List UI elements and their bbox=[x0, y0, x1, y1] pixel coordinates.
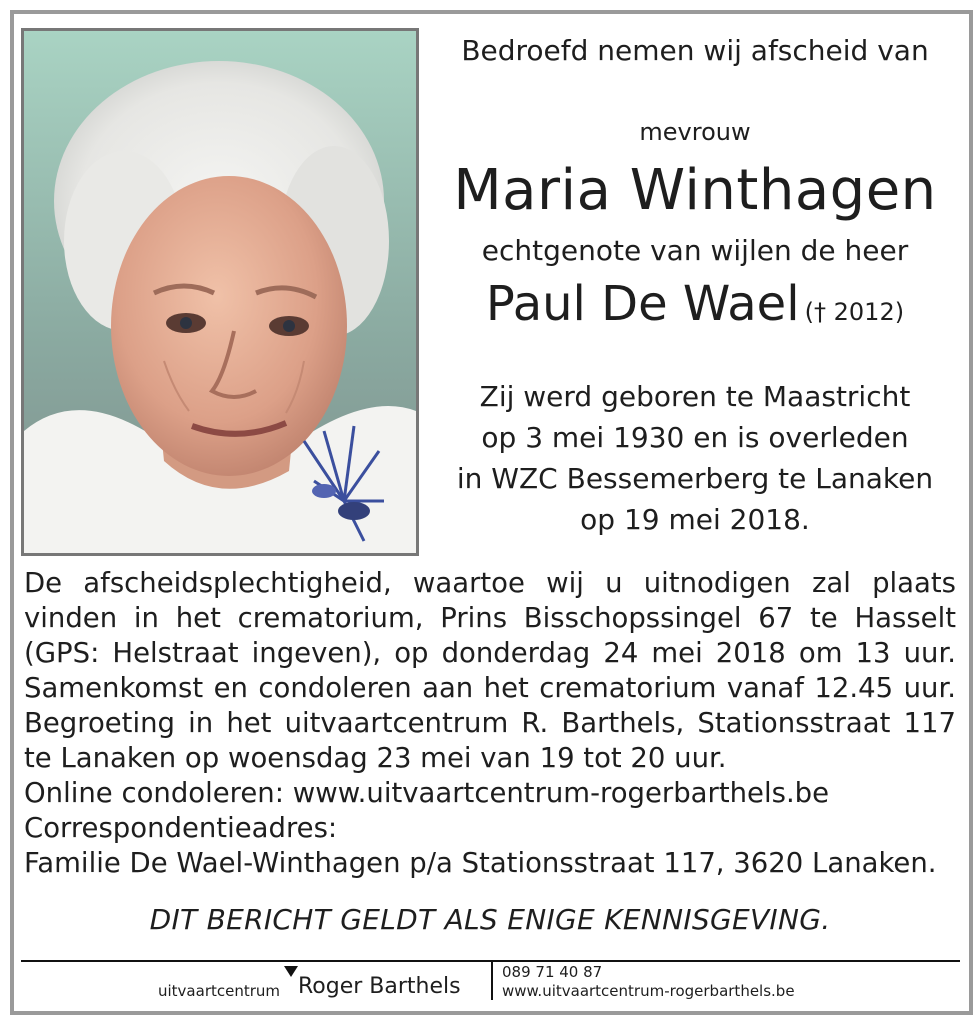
portrait-image bbox=[24, 31, 416, 553]
ceremony-details bbox=[24, 566, 956, 881]
logo-triangle-icon bbox=[284, 966, 298, 977]
intro-text: Bedroefd nemen wij afscheid van bbox=[461, 34, 929, 67]
honorific: mevrouw bbox=[639, 118, 751, 146]
notice-statement: DIT BERICHT GELDT ALS ENIGE KENNISGEVING. bbox=[149, 903, 831, 936]
details-line: Online condoleren: www.uitvaartcentrum-rogerbarthels.be bbox=[24, 777, 830, 809]
birth-line: in WZC Bessemerberg te Lanaken bbox=[456, 462, 934, 495]
birth-line: op 19 mei 2018. bbox=[580, 503, 810, 536]
details-line: Familie De Wael-Winthagen p/a Stationsstraat 117, 3620 Lanaken. bbox=[24, 847, 937, 879]
details-line: te Lanaken op woensdag 23 mei van 19 tot 20 uur. bbox=[24, 742, 727, 774]
spouse-line bbox=[430, 276, 960, 332]
spouse-relation: echtgenote van wijlen de heer bbox=[481, 234, 909, 267]
details-line: Begroeting in het uitvaartcentrum R. Barthels, Stationsstraat 117 bbox=[24, 707, 956, 739]
portrait-photo bbox=[21, 28, 419, 556]
spouse-death-year: († 2012) bbox=[804, 298, 905, 326]
birth-line: Zij werd geboren te Maastricht bbox=[479, 380, 911, 413]
funeral-home-footer bbox=[0, 962, 980, 1006]
footer-brand: Roger Barthels bbox=[298, 974, 461, 999]
deceased-name: Maria Winthagen bbox=[453, 158, 937, 223]
details-line: (GPS: Helstraat ingeven), op donderdag 24 mei 2018 om 13 uur. bbox=[24, 637, 956, 669]
details-line: vinden in het crematorium, Prins Bisschopssingel 67 te Hasselt bbox=[24, 602, 956, 634]
details-line: Correspondentieadres: bbox=[24, 812, 338, 844]
footer-prefix: uitvaartcentrum bbox=[158, 982, 281, 1000]
footer-phone: 089 71 40 87 bbox=[502, 963, 603, 981]
footer-website: www.uitvaartcentrum-rogerbarthels.be bbox=[502, 982, 795, 1000]
birth-death-block bbox=[430, 376, 960, 540]
birth-line: op 3 mei 1930 en is overleden bbox=[481, 421, 909, 454]
details-line: Samenkomst en condoleren aan het crematorium vanaf 12.45 uur. bbox=[24, 672, 956, 704]
footer-separator bbox=[491, 962, 493, 1000]
spouse-name: Paul De Wael bbox=[485, 276, 800, 332]
details-line: De afscheidsplechtigheid, waartoe wij u uitnodigen zal plaats bbox=[24, 567, 956, 599]
